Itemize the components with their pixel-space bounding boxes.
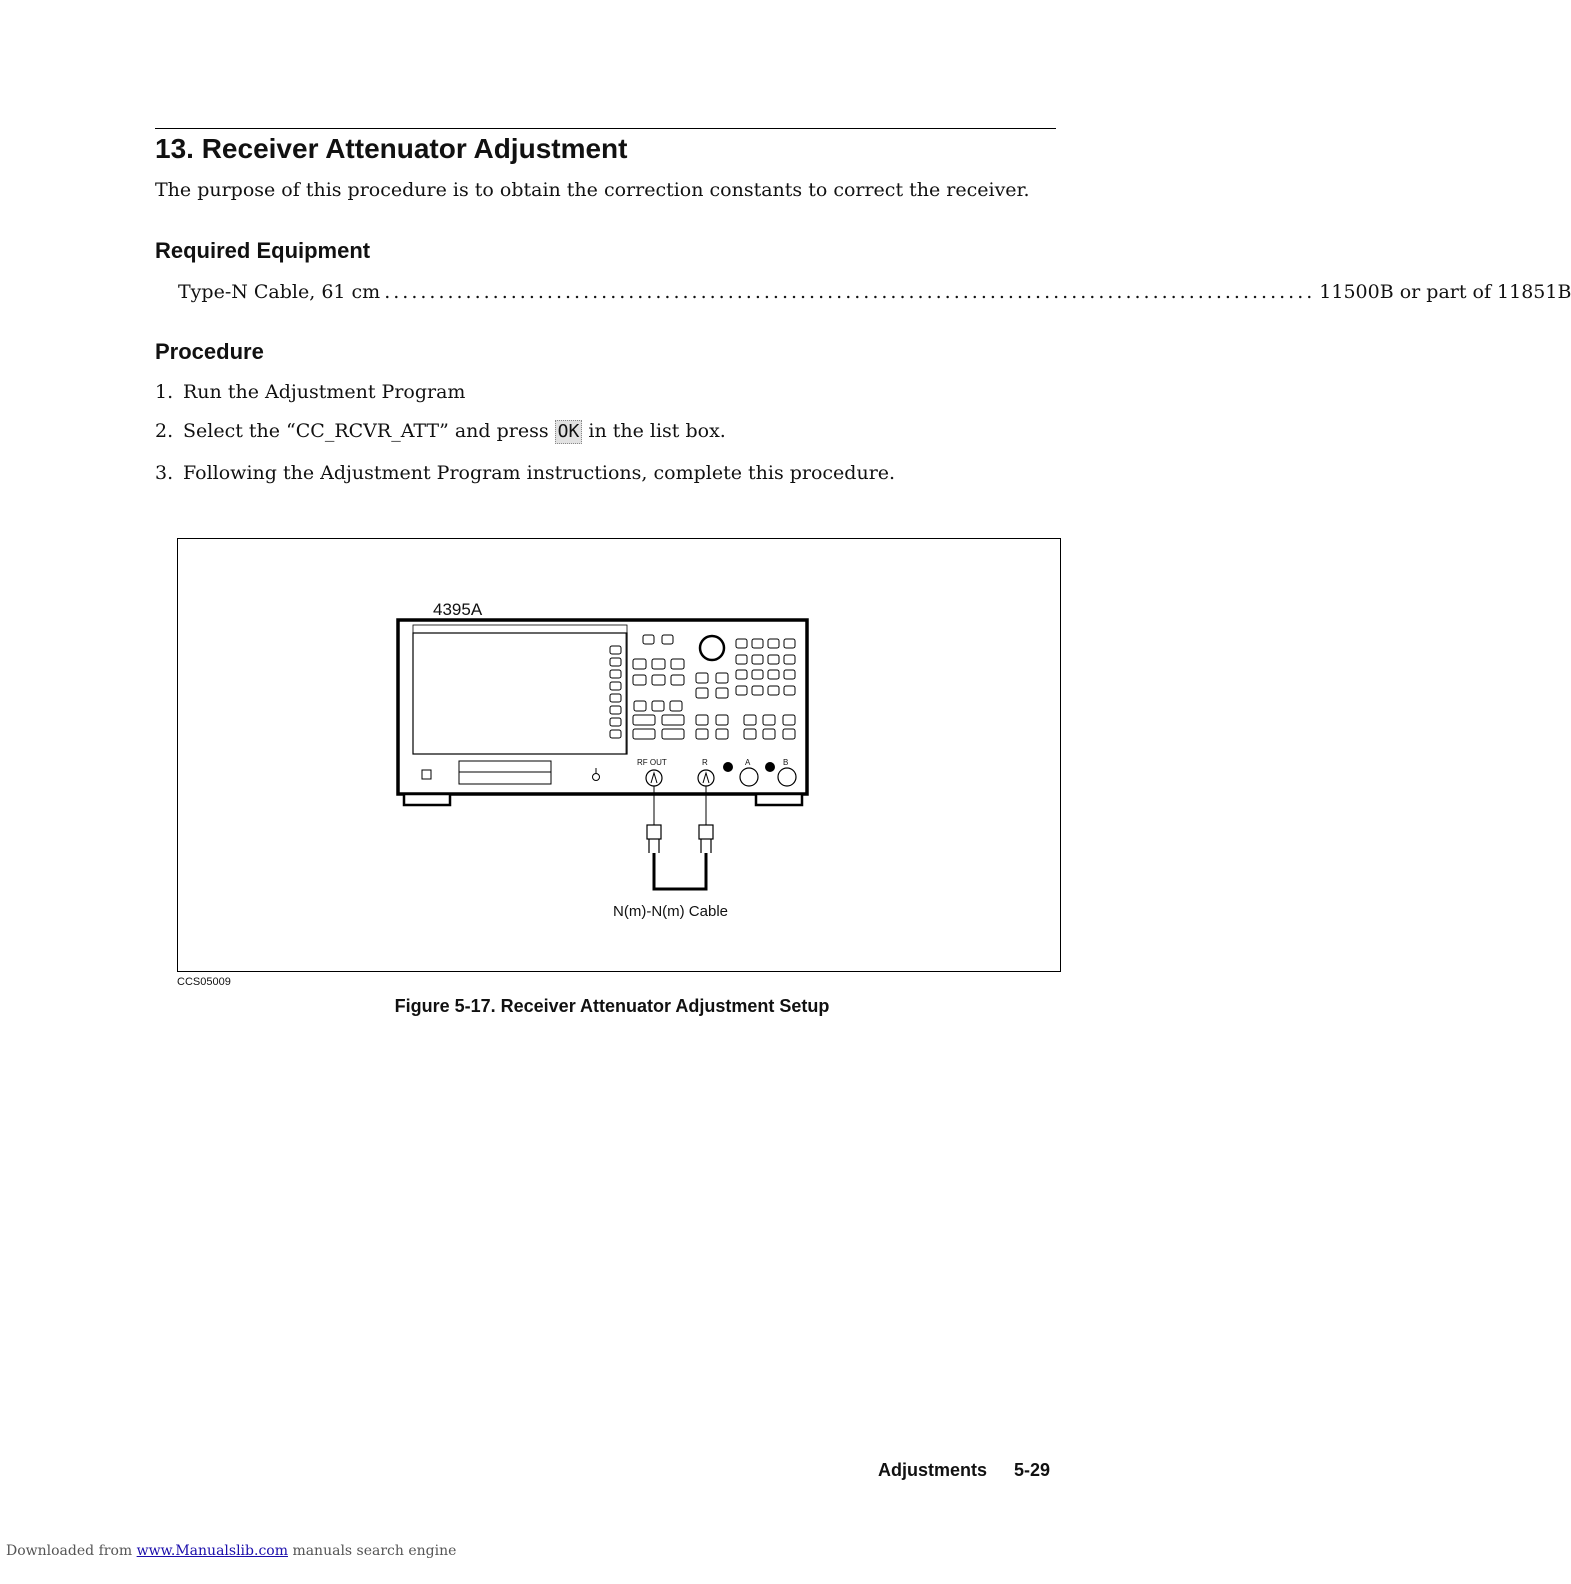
leader-dots: ....................................................................................................... [384,281,1316,303]
procedure-step [155,381,465,403]
b-port-label: B [783,758,789,767]
step-text: Run the Adjustment Program [183,381,466,403]
a-indicator [723,762,733,772]
left-foot [404,794,450,805]
cable-label: N(m)-N(m) Cable [613,903,728,920]
instrument-label: 4395A [433,600,483,619]
setup-diagram [178,539,1062,973]
step-number: 1. [155,381,174,403]
figure-code: CCS05009 [177,976,231,988]
figure-caption: Figure 5-17. Receiver Attenuator Adjustment Setup [394,996,830,1016]
step-number: 2. [155,420,174,442]
step-number: 3. [155,462,174,484]
a-input-connector [740,768,758,786]
section-title: 13. Receiver Attenuator Adjustment [155,133,628,164]
b-indicator [765,762,775,772]
right-foot [756,794,802,805]
footer-section-label: Adjustments [878,1460,988,1480]
equipment-name: Type-N Cable, 61 cm [178,281,381,303]
equipment-part: 11500B or part of 11851B [1319,281,1571,303]
step-text: Following the Adjustment Program instructions, complete this procedure. [183,462,896,484]
rotary-knob [700,636,724,660]
page-number: 5-29 [1014,1460,1051,1480]
r-port-label: R [702,758,708,767]
b-input-connector [778,768,796,786]
required-equipment-heading: Required Equipment [155,238,371,263]
download-credit [6,1543,456,1559]
purpose-text: The purpose of this procedure is to obtain the correction constants to correct the receiver. [155,179,1030,201]
procedure-step [155,462,895,484]
instrument-4395a [398,620,807,805]
a-port-label: A [745,758,751,767]
rf-out-label: RF OUT [637,758,667,767]
equipment-item [178,281,1571,303]
figure-frame [177,538,1061,972]
manualslib-link[interactable]: www.Manualslib.com [136,1543,288,1559]
procedure-heading: Procedure [155,339,264,364]
ok-softkey: OK [555,420,583,444]
display-screen [413,633,627,754]
download-prefix: Downloaded from [6,1543,133,1559]
download-suffix: manuals search engine [292,1543,457,1559]
procedure-step [155,420,726,444]
step-text-after: in the list box. [588,420,726,442]
header-rule [155,128,1056,129]
step-text: Select the “CC_RCVR_ATT” and press [183,420,549,442]
